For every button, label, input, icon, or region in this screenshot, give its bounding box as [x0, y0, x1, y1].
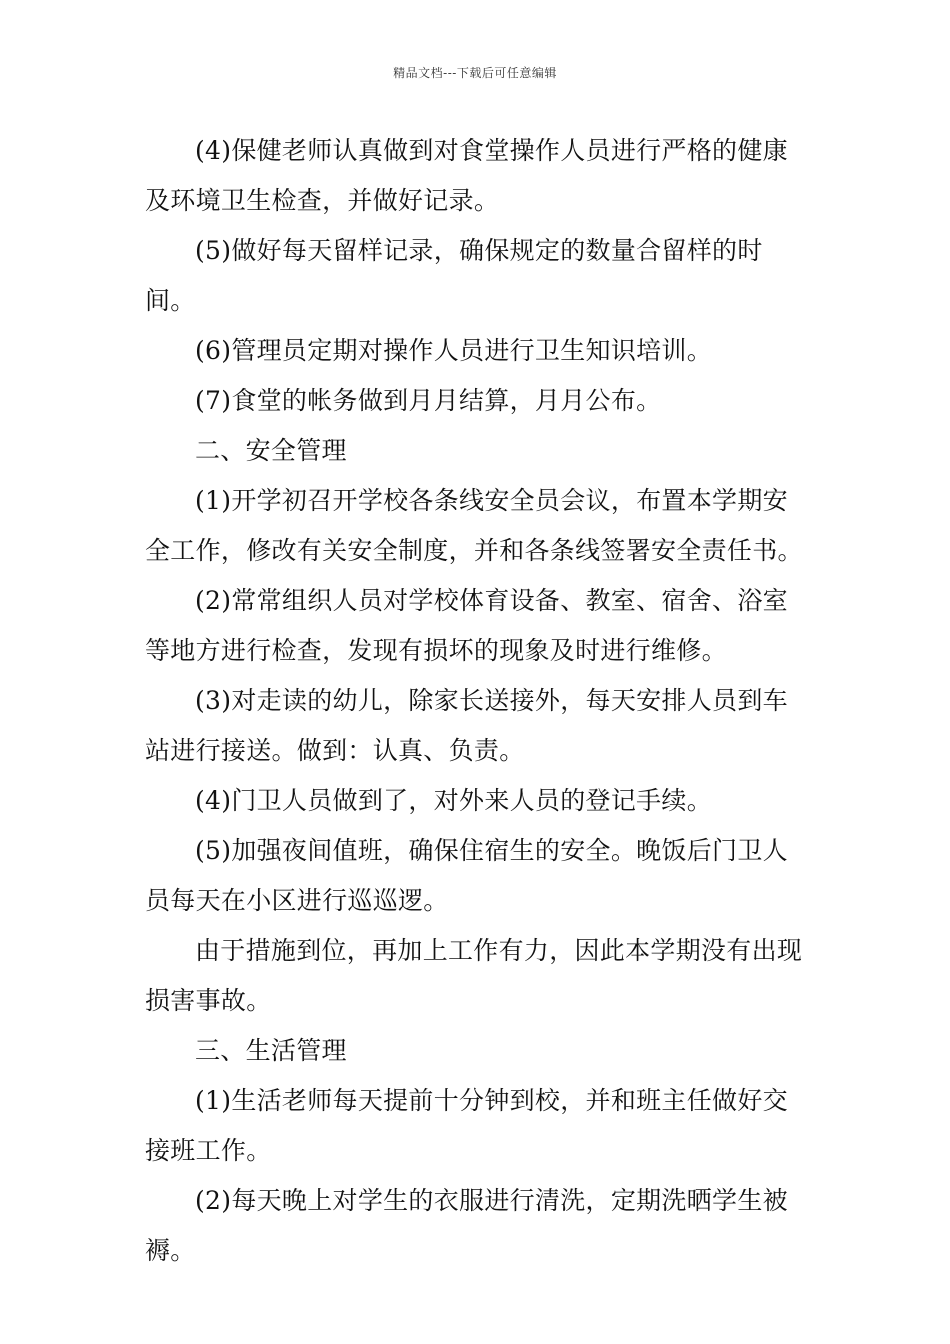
paragraph: (1)开学初召开学校各条线安全员会议，布置本学期安全工作，修改有关安全制度，并和各条线签署安全责任书。 — [145, 486, 803, 565]
paragraph: (4)门卫人员做到了，对外来人员的登记手续。 — [195, 786, 713, 815]
paragraph: (1)生活老师每天提前十分钟到校，并和班主任做好交接班工作。 — [145, 1086, 788, 1165]
page-header: 精品文档---下载后可任意编辑 — [393, 66, 557, 80]
paragraph: (5)加强夜间值班，确保住宿生的安全。晚饭后门卫人员每天在小区进行巡巡逻。 — [145, 836, 788, 915]
paragraph: (2)每天晚上对学生的衣服进行清洗，定期洗晒学生被褥。 — [145, 1186, 788, 1265]
paragraph: (2)常常组织人员对学校体育设备、教室、宿舍、浴室等地方进行检查，发现有损坏的现象及时进行维修。 — [145, 586, 788, 665]
section-heading: 二、安全管理 — [195, 436, 347, 465]
paragraph: (5)做好每天留样记录，确保规定的数量合留样的时间。 — [145, 236, 763, 315]
paragraph: (6)管理员定期对操作人员进行卫生知识培训。 — [195, 336, 713, 365]
paragraph: (3)对走读的幼儿，除家长送接外，每天安排人员到车站进行接送。做到：认真、负责。 — [145, 686, 788, 765]
document-body — [145, 126, 810, 1276]
section-heading: 三、生活管理 — [195, 1036, 347, 1065]
paragraph: 由于措施到位，再加上工作有力，因此本学期没有出现损害事故。 — [145, 936, 803, 1015]
paragraph: (7)食堂的帐务做到月月结算，月月公布。 — [195, 386, 662, 415]
paragraph: (4)保健老师认真做到对食堂操作人员进行严格的健康及环境卫生检查，并做好记录。 — [145, 136, 788, 215]
